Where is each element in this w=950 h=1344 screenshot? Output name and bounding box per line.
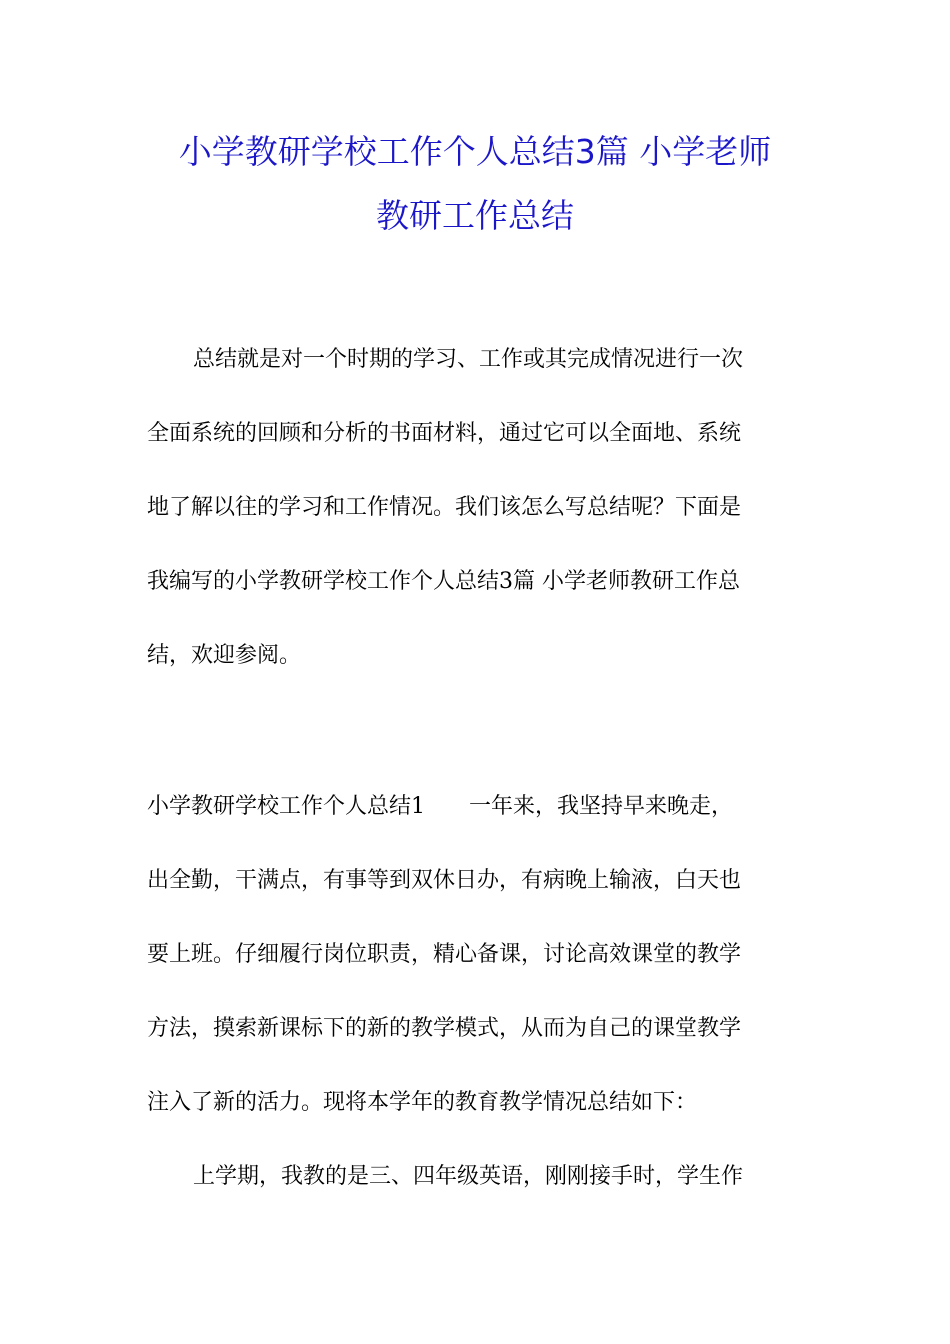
- section-2-line: 上学期，我教的是三、四年级英语，刚刚接手时，学生作: [193, 1164, 744, 1189]
- section-2-paragraph: [147, 1140, 807, 1214]
- intro-line: 全面系统的回顾和分析的书面材料，通过它可以全面地、系统: [147, 421, 742, 446]
- section-1-paragraph: [147, 770, 807, 1140]
- title-line-1: 小学教研学校工作个人总结3篇 小学老师: [178, 132, 772, 171]
- section-1-line: 要上班。仔细履行岗位职责，精心备课，讨论高效课堂的教学: [147, 942, 742, 967]
- section-1-line: 出全勤，干满点，有事等到双休日办，有病晚上输液，白天也: [147, 868, 742, 893]
- intro-line: 地了解以往的学习和工作情况。我们该怎么写总结呢？下面是: [147, 495, 742, 520]
- intro-line: 结，欢迎参阅。: [147, 643, 302, 668]
- intro-line: 我编写的小学教研学校工作个人总结3篇 小学老师教研工作总: [147, 569, 740, 594]
- document-title: [120, 120, 830, 248]
- intro-line: 总结就是对一个时期的学习、工作或其完成情况进行一次: [193, 347, 744, 372]
- section-1-line: 小学教研学校工作个人总结1 一年来，我坚持早来晚走，: [147, 794, 733, 819]
- section-1-line: 注入了新的活力。现将本学年的教育教学情况总结如下：: [147, 1090, 698, 1115]
- intro-paragraph: [147, 323, 807, 693]
- title-line-2: 教研工作总结: [376, 196, 574, 235]
- section-1-line: 方法，摸索新课标下的新的教学模式，从而为自己的课堂教学: [147, 1016, 742, 1041]
